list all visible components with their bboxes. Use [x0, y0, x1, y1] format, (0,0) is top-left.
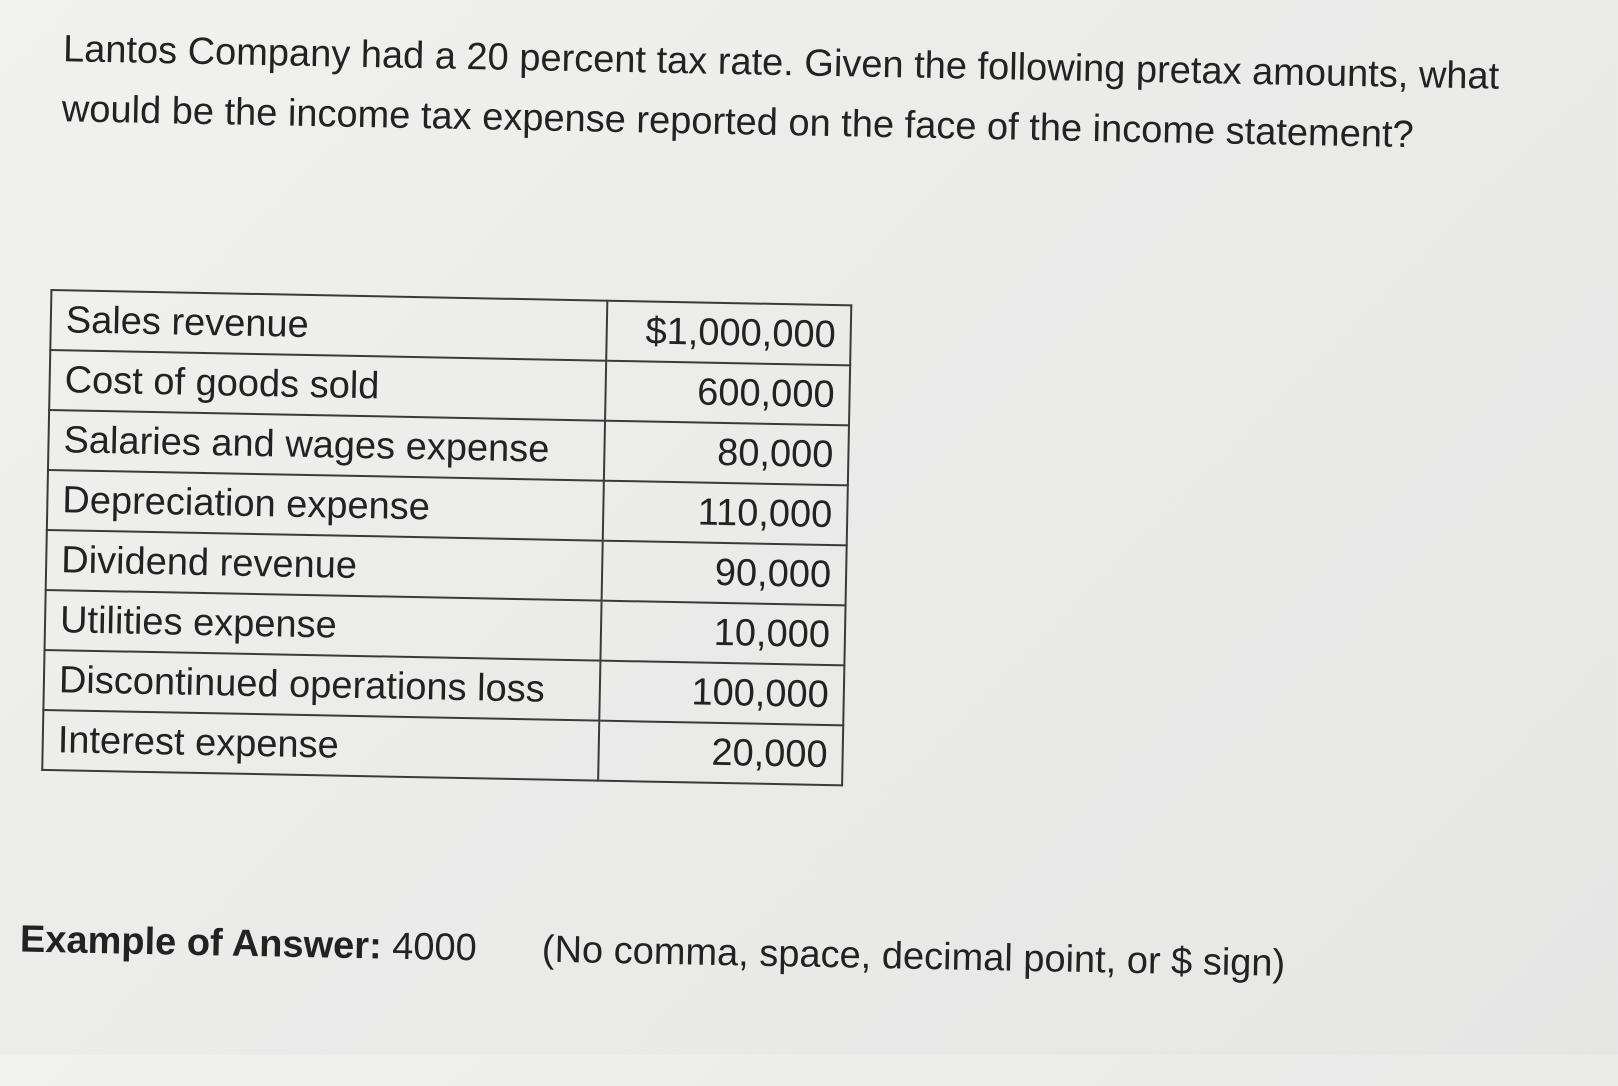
row-amount: 90,000	[602, 541, 847, 606]
row-label: Depreciation expense	[47, 470, 604, 541]
row-label: Cost of goods sold	[49, 350, 606, 421]
pretax-amounts-table	[41, 289, 852, 786]
answer-example-lead: Example of Answer:	[19, 918, 383, 968]
answer-example-note: (No comma, space, decimal point, or $ sign)	[541, 928, 1286, 985]
row-amount: 80,000	[604, 421, 849, 486]
row-amount: 100,000	[599, 661, 844, 726]
row-label: Salaries and wages expense	[48, 410, 605, 481]
row-label: Interest expense	[42, 710, 599, 781]
answer-example-value: 4000	[391, 925, 478, 970]
row-amount: 20,000	[598, 721, 843, 786]
row-amount: 10,000	[600, 601, 845, 666]
answer-example	[20, 919, 1286, 986]
question-text: Lantos Company had a 20 percent tax rate. Given the following pretax amounts, what would be the income tax expense reported on the face of the income statement?	[61, 28, 1500, 157]
row-amount: 600,000	[605, 361, 850, 426]
row-label: Dividend revenue	[46, 530, 603, 601]
row-label: Sales revenue	[50, 290, 607, 361]
row-label: Discontinued operations loss	[43, 650, 600, 721]
row-label: Utilities expense	[45, 590, 602, 661]
row-amount: 110,000	[603, 481, 848, 546]
row-amount: $1,000,000	[606, 301, 851, 366]
